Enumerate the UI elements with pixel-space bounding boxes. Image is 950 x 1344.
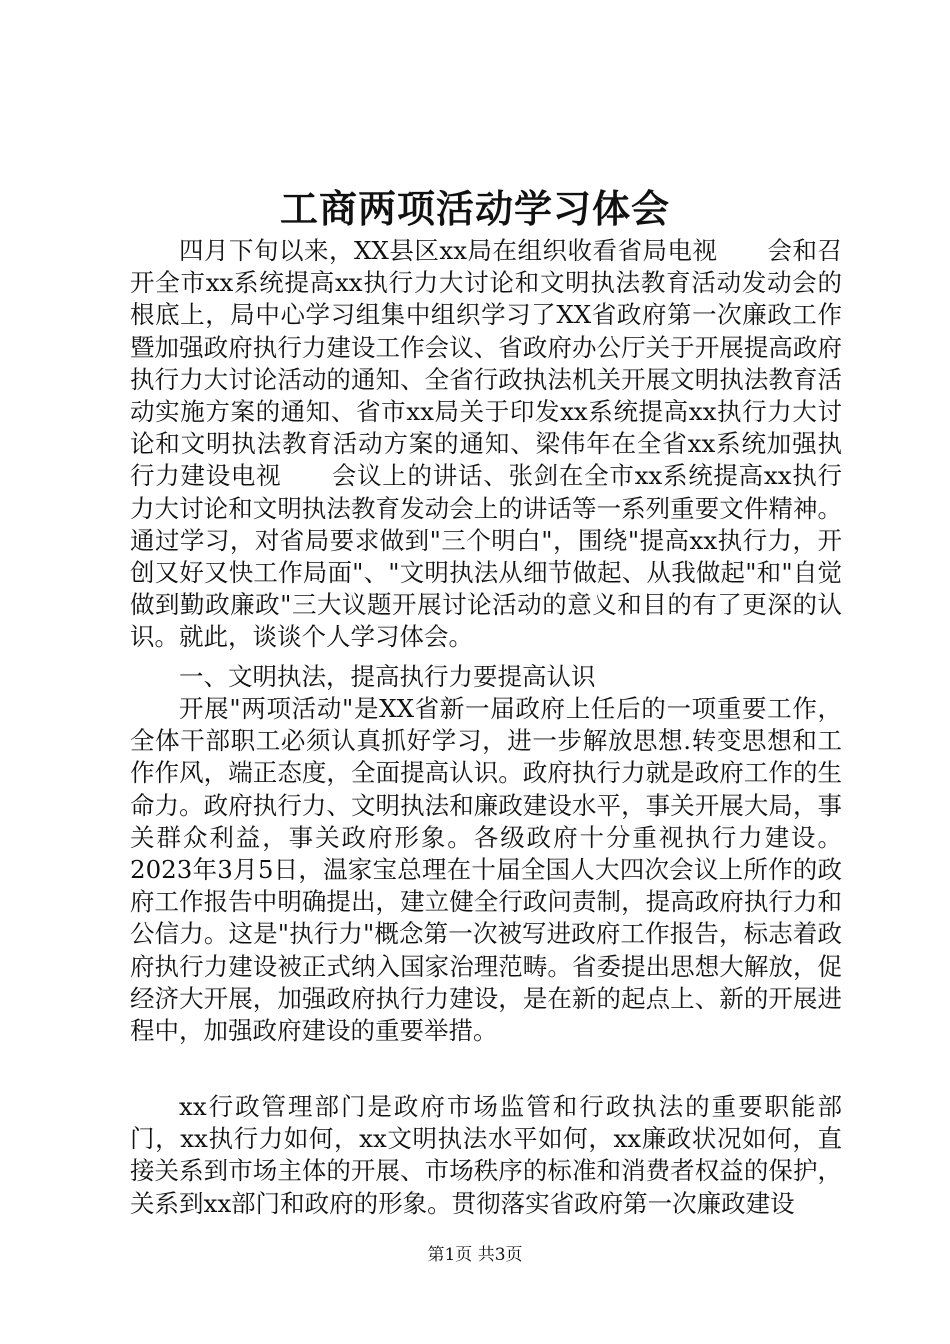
paragraph-section-1: 开展"两项活动"是XX省新一届政府上任后的一项重要工作，全体干部职工必须认真抓好学习，进一步解放思想.转变思想和工作作风，端正态度，全面提高认识。政府执行力就是政府工作的生命力。政府执行力、文明执法和廉政建设水平，事关开展大局，事关群众利益，事关政府形象。各级政府十分重视执行力建设。2023年3月5日，温家宝总理在十届全国人大四次会议上所作的政府工作报告中明确提出，建立健全行政问责制，提高政府执行力和公信力。这是"执行力"概念第一次被写进政府工作报告，标志着政府执行力建设被正式纳入国家治理范畴。省委提出思想大解放，促经济大开展，加强政府执行力建设，是在新的起点上、新的开展进程中，加强政府建设的重要举措。 <box>130 694 842 1046</box>
section-heading-1: 一、文明执法，提高执行力要提高认识 <box>179 662 596 691</box>
paragraph-xx-department: xx行政管理部门是政府市场监管和行政执法的重要职能部门，xx执行力如何，xx文明执法水平如何，xx廉政状况如何，直接关系到市场主体的开展、市场秩序的标准和消费者权益的保护，关系到xx部门和政府的形象。贯彻落实省政府第一次廉政建设 <box>130 1092 842 1218</box>
document-title: 工商两项活动学习体会 <box>279 186 670 231</box>
paragraph-intro: 四月下旬以来，XX县区xx局在组织收看省局电视 会和召开全市xx系统提高xx执行力大讨论和文明执法教育活动发动会的根底上，局中心学习组集中组织学习了XX省政府第一次廉政工作暨加强政府执行力建设工作会议、省政府办公厅关于开展提高政府执行力大讨论活动的通知、全省行政执法机关开展文明执法教育活动实施方案的通知、省市xx局关于印发xx系统提高xx执行力大讨论和文明执法教育活动方案的通知、梁伟年在全省xx系统加强执行力建设电视 会议上的讲话、张剑在全市xx系统提高xx执行力大讨论和文明执法教育发动会上的讲话等一系列重要文件精神。通过学习，对省局要求做到"三个明白"，围绕"提高xx执行力，开创又好又快工作局面"、"文明执法从细节做起、从我做起"和"自觉做到勤政廉政"三大议题开展讨论活动的意义和目的有了更深的认识。就此，谈谈个人学习体会。 <box>130 236 842 652</box>
page-number-footer: 第1页 共3页 <box>427 1245 523 1265</box>
